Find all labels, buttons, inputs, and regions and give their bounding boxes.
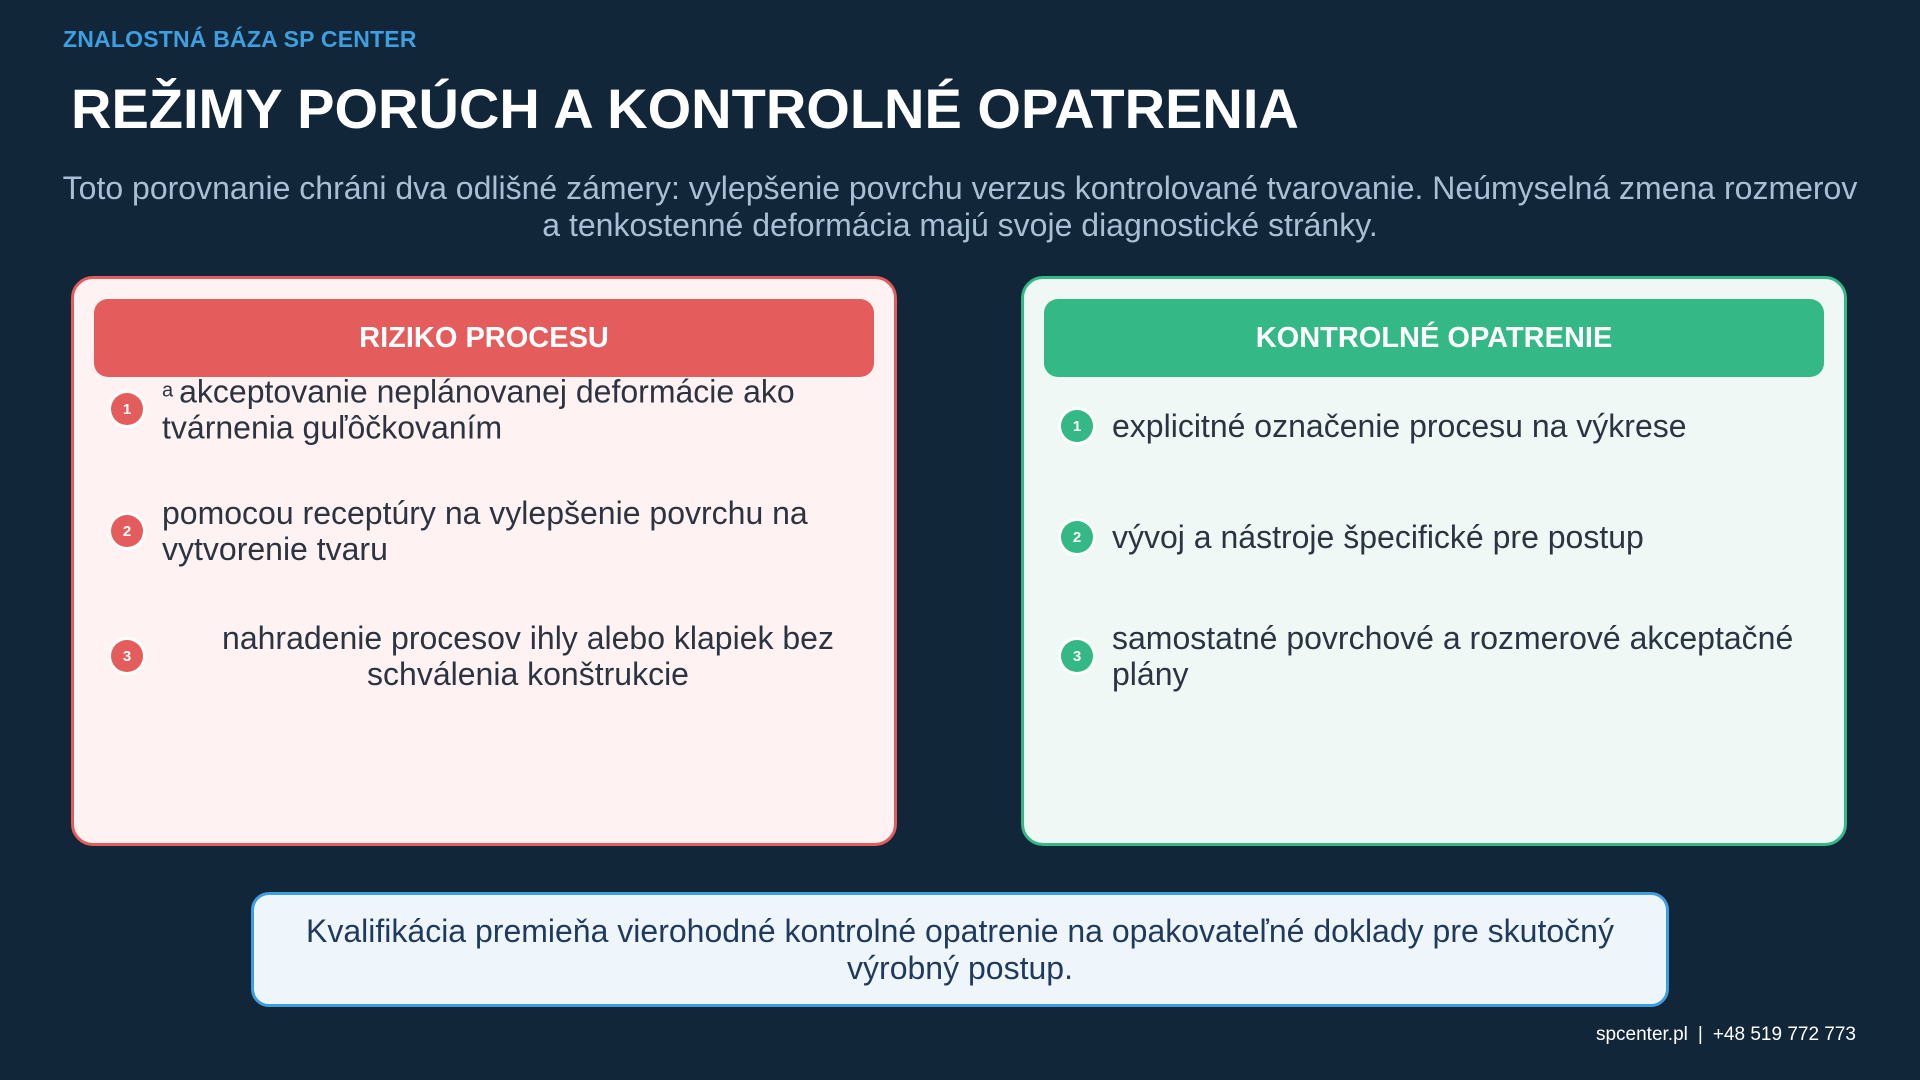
number-badge: 1 [1061,410,1093,442]
risk-item-3 [74,616,894,696]
footer-website: spcenter.pl [1595,1024,1688,1045]
risk-item-text [162,373,864,446]
kicker-label: ZNALOSTNÁ BÁZA SP CENTER [63,26,417,52]
risk-item-1-text: akceptovanie neplánovanej deformácie ako tvárnenia guľôčkovaním [162,373,795,446]
risk-item-2-text: pomocou receptúry na vylepšenie povrchu na vytvorenie tvaru [162,495,808,567]
conclusion-note: Kvalifikácia premieňa vierohodné kontrolné opatrenie na opakovateľné doklady pre skutočný výrobný postup. [251,892,1669,1007]
number-badge: 3 [111,640,143,672]
number-badge: 3 [1061,640,1093,672]
number-badge: 1 [111,393,143,425]
page-title: REŽIMY PORÚCH A KONTROLNÉ OPATRENIA [71,77,1299,140]
control-item-3 [1024,616,1844,696]
control-item-2 [1024,497,1844,577]
control-item-3-text: samostatné povrchové a rozmerové akceptačné plány [1112,620,1794,692]
number-badge: 2 [1061,521,1093,553]
risk-item-1 [74,369,894,449]
risk-item-3-text: nahradenie procesov ihly alebo klapiek bez schválenia konštrukcie [222,620,834,692]
footer-separator: | [1697,1024,1703,1045]
risk-item-2 [74,491,894,571]
control-item-1 [1024,386,1844,466]
control-item-1-text: explicitné označenie procesu na výkrese [1112,408,1687,444]
number-badge: 2 [111,515,143,547]
risk-panel [71,276,897,846]
risk-panel-heading: RIZIKO PROCESU [94,299,874,377]
footer-contact [1596,1024,1856,1046]
control-item-2-text: vývoj a nástroje špecifické pre postup [1112,519,1644,555]
control-panel [1021,276,1847,846]
risk-item-prefix: a [162,379,174,402]
control-panel-heading: KONTROLNÉ OPATRENIE [1044,299,1824,377]
footer-phone: +48 519 772 773 [1712,1024,1856,1045]
page-subtitle: Toto porovnanie chráni dva odlišné zámery: vylepšenie povrchu verzus kontrolované tvarovanie. Neúmyselná zmena rozmerov a tenkostenné deformácia majú svoje diagnostické stránky. [62,170,1858,243]
